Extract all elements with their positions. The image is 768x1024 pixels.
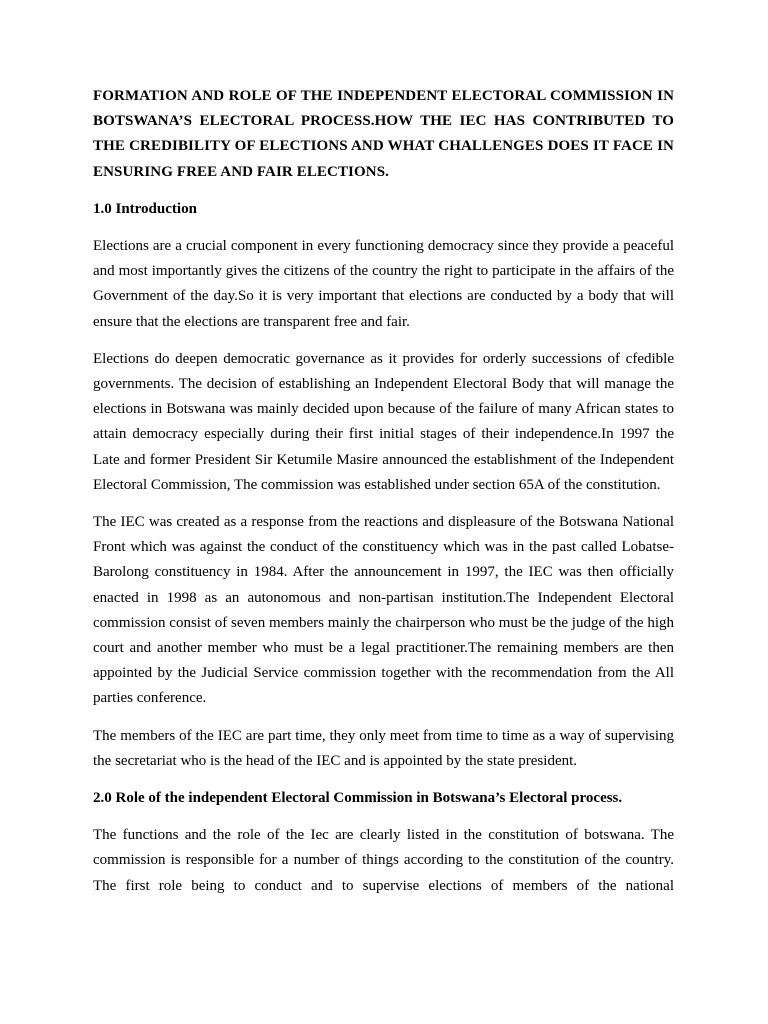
paragraph: The members of the IEC are part time, they only meet from time to time as a way of supervising the secretariat who is the head of the IEC and is appointed by the state president. — [93, 727, 674, 769]
paragraph: Elections are a crucial component in every functioning democracy since they provide a peaceful and most importantly gives the citizens of the country the right to participate in the affairs of the Government of the day.So it is very important that elections are conducted by a body that will ensure that the elections are transparent free and fair. — [93, 238, 674, 330]
paragraph: Elections do deepen democratic governance as it provides for orderly successions of cfedible governments. The decision of establishing an Independent Electoral Body that will manage the elections in Botswana was mainly decided upon because of the failure of many African states to attain democracy especially during their first initial stages of their independence.In 1997 the Late and former President Sir Ketumile Masire announced the establishment of the Independent Electoral Commission, The commission was established under section 65A of the constitution. — [93, 350, 674, 493]
paragraph: The functions and the role of the Iec are clearly listed in the constitution of botswana. The commission is responsible for a number of things according to the constitution of the country. The first role being to conduct and to supervise elections of members of the national — [93, 827, 674, 894]
section-heading-introduction: 1.0 Introduction — [93, 200, 197, 217]
document-title: FORMATION AND ROLE OF THE INDEPENDENT ELECTORAL COMMISSION IN BOTSWANA’S ELECTORAL PROCESS.HOW THE IEC HAS CONTRIBUTED TO THE CREDIBILITY OF ELECTIONS AND WHAT CHALLENGES DOES IT FACE IN ENSURING FREE AND FAIR ELECTIONS. — [93, 88, 674, 180]
paragraph: The IEC was created as a response from the reactions and displeasure of the Botswana National Front which was against the conduct of the constituency which was in the past called Lobatse- Barolong constituency in 1984. After the announcement in 1997, the IEC was then officially enacted in 1998 as an autonomous and non-partisan institution.The Independent Electoral commission consist of seven members mainly the chairperson who must be the judge of the high court and another member who must be a legal practitioner.The remaining members are then appointed by the Judicial Service commission together with the recommendation from the All parties conference. — [93, 514, 674, 707]
section-heading-role: 2.0 Role of the independent Electoral Commission in Botswana’s Electoral process. — [93, 790, 623, 807]
document-body — [93, 84, 674, 911]
